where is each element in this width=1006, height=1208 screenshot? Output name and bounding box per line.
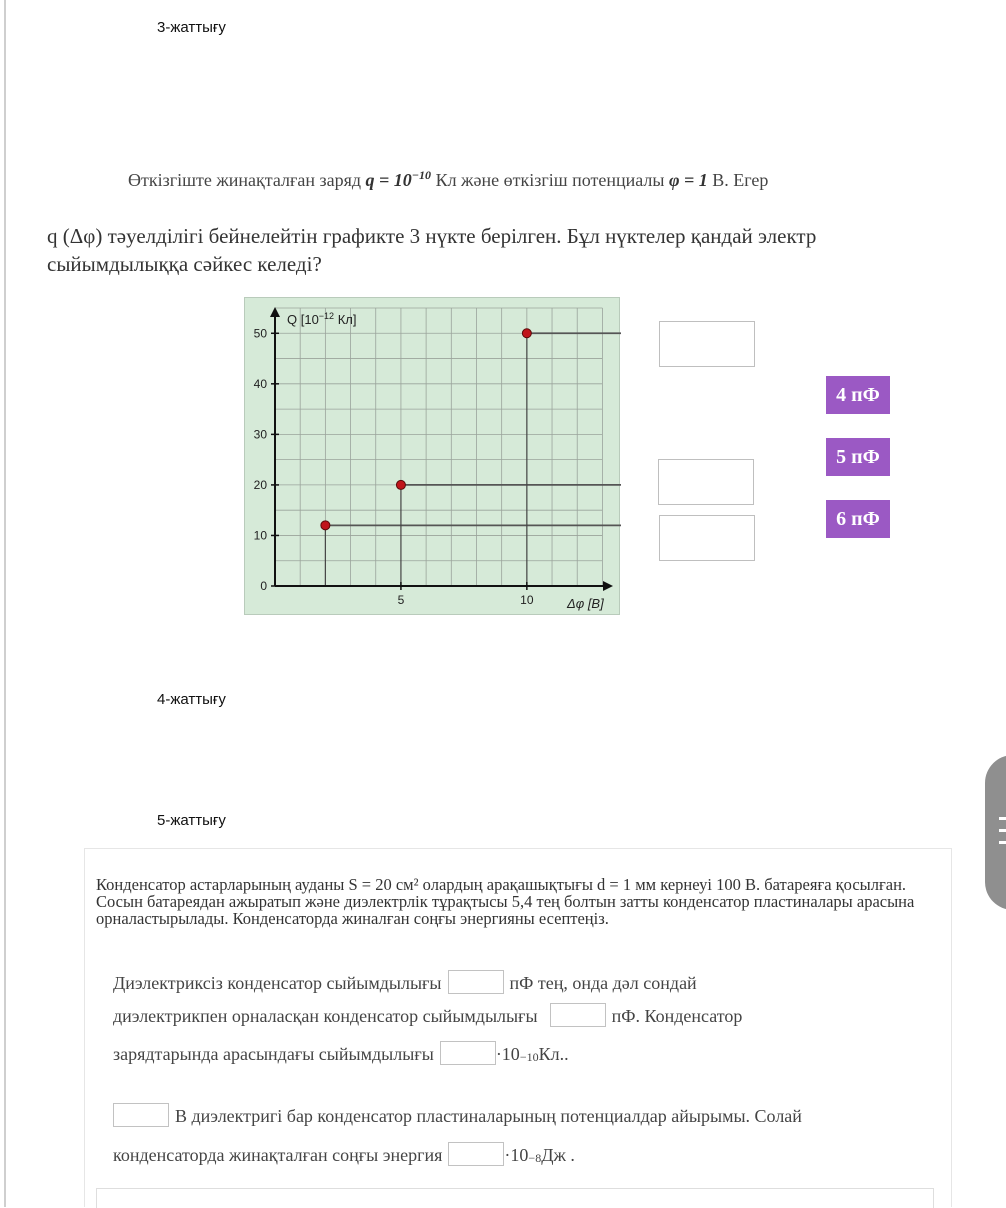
y-tick-label: 40: [253, 376, 267, 391]
answer-drop-box-2[interactable]: [658, 459, 754, 505]
answer-chip-6pf[interactable]: 6 пФ: [826, 500, 890, 538]
question-line-2: сыйымдылыққа сәйкес келеді?: [47, 252, 322, 276]
fill-line-5: конденсаторда жинақталған соңғы энергия ·10 −8 Дж .: [113, 1142, 575, 1166]
answer-drop-box-1[interactable]: [659, 321, 755, 367]
exercise-4-heading: 4-жаттығу: [157, 691, 226, 708]
answer-chip-5pf[interactable]: 5 пФ: [826, 438, 890, 476]
y-tick-label: 30: [253, 427, 267, 442]
data-point-2: [396, 480, 405, 489]
fill-line-3: зарядтарында арасындағы сыйымдылығы ·10 −10 Кл..: [113, 1041, 569, 1065]
y-tick-label: 10: [253, 528, 267, 543]
clipped-problem-line: Өткізгіште жинақталған заряд $q = 10^{-10}$ Кл және өткізгіш потенциалы φ = 1 В. Егер: [128, 168, 769, 190]
data-point-3: [522, 329, 531, 338]
chart-grid: [275, 308, 602, 586]
x-tick-label: 5: [397, 593, 405, 607]
q-vs-voltage-chart: [244, 297, 620, 615]
fill-line-1: Диэлектриксіз конденсатор сыйымдылығы пФ тең, онда дәл сондай: [113, 970, 697, 994]
x-tick-label: 10: [520, 593, 534, 607]
page-left-border: [4, 0, 6, 1207]
charge-input[interactable]: [440, 1041, 496, 1065]
side-menu-tab[interactable]: [985, 755, 1006, 910]
x-axis-label: Δφ [В]: [567, 596, 604, 611]
fill-line-2: диэлектрикпен орналасқан конденсатор сыйымдылығы пФ. Конденсатор: [113, 1003, 742, 1027]
chart-svg: [245, 298, 621, 616]
question-line-1: q (Δφ) тәуелділігі бейнелейтін графикте 3 нүкте берілген. Бұл нүктелер қандай электр: [47, 224, 817, 248]
exercise-5-heading: 5-жаттығу: [157, 812, 226, 829]
capacity-with-dielectric-input[interactable]: [550, 1003, 606, 1027]
y-tick-label: 50: [253, 326, 267, 341]
y-axis-arrow: [270, 307, 280, 317]
y-axis-label: Q [$10^{-12}$ Кл]: [287, 311, 357, 327]
y-tick-label: 20: [253, 477, 267, 492]
answer-chip-4pf[interactable]: 4 пФ: [826, 376, 890, 414]
y-tick-label: 0: [260, 579, 267, 593]
capacity-no-dielectric-input[interactable]: [448, 970, 504, 994]
answer-drop-box-3[interactable]: [659, 515, 755, 561]
exercise-3-question: [47, 222, 947, 278]
chart-axes: [270, 307, 613, 591]
potential-difference-input[interactable]: [113, 1103, 169, 1127]
next-question-panel: [96, 1188, 934, 1208]
x-axis-arrow: [603, 581, 613, 591]
fill-line-4: В диэлектригі бар конденсатор пластиналарының потенциалдар айырымы. Солай: [113, 1103, 802, 1127]
exercise-5-problem: Конденсатор астарларының ауданы S = 20 см² олардың арақашықтығы d = 1 мм кернеуі 100 В. батареяға қосылған. Сосын батареядан ажыратып және диэлектрлік тұрақтысы 5,4 тең болтын затты конденсатор пластиналары арасына орналастырылады. Конденсаторда жиналған соңғы энергияны есептеңіз.: [96, 875, 915, 928]
chart-ticks: [254, 326, 534, 607]
final-energy-input[interactable]: [448, 1142, 504, 1166]
exercise-3-heading: 3-жаттығу: [157, 19, 226, 36]
data-point-1: [321, 521, 330, 530]
